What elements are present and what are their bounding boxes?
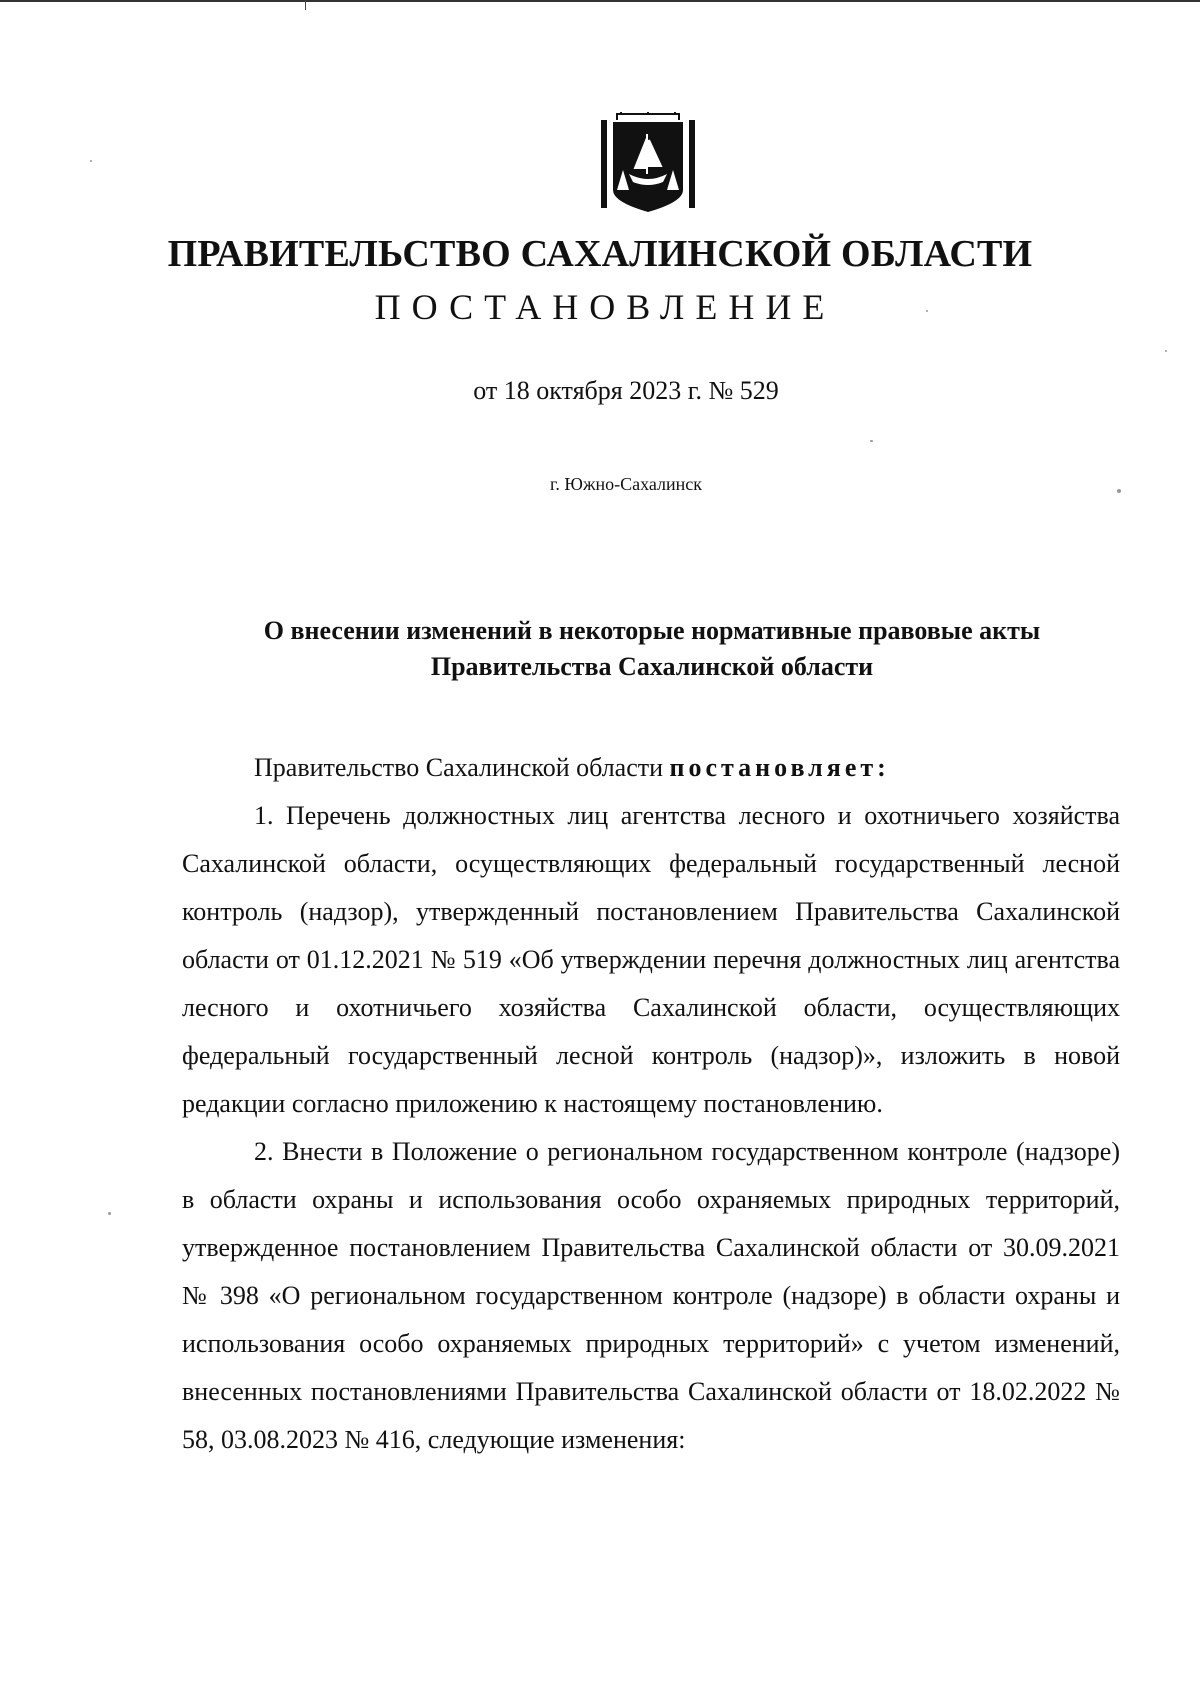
subject-line-2: Правительства Сахалинской области (430, 652, 874, 681)
scan-speck (90, 160, 92, 162)
scan-speck (108, 1212, 111, 1215)
scan-edge-line (0, 0, 1200, 2)
coat-of-arms-icon (599, 112, 697, 216)
document-subject (182, 613, 1122, 685)
resolution-intro (182, 744, 1120, 792)
scan-speck (870, 440, 873, 442)
scan-speck (1117, 489, 1121, 493)
resolves-keyword: постановляет: (669, 753, 890, 782)
paragraph-1: 1. Перечень должностных лиц агентства лесного и охотничьего хозяйства Сахалинской области, осуществляющих федеральный государственный лесной контроль (надзор), утвержденный постановлением Правительства Сахалинской области от 01.12.2021 № 519 «Об утверждении перечня должностных лиц агентства лесного и охотничьего хозяйства Сахалинской области, осуществляющих федеральный государственный лесной контроль (надзор)», изложить в новой редакции согласно приложению к настоящему постановлению. (182, 801, 1120, 1118)
scan-speck (1165, 350, 1167, 352)
scan-speck (926, 310, 928, 312)
document-body (182, 744, 1120, 1464)
government-title: ПРАВИТЕЛЬСТВО САХАЛИНСКОЙ ОБЛАСТИ (167, 233, 1033, 275)
city-name: г. Южно-Сахалинск (549, 474, 703, 494)
intro-text: Правительство Сахалинской области (254, 753, 670, 782)
date-and-number: от 18 октября 2023 г. № 529 (473, 376, 779, 405)
subject-line-1: О внесении изменений в некоторые нормативные правовые акты (263, 616, 1041, 645)
scan-edge-tick (305, 0, 306, 10)
document-type-title: ПОСТАНОВЛЕНИЕ (374, 287, 836, 327)
paragraph-2: 2. Внести в Положение о региональном государственном контроле (надзоре) в области охраны и использования особо охраняемых природных территорий, утвержденное постановлением Правительства Сахалинской области от 30.09.2021 № 398 «О региональном государственном контроле (надзоре) в области охраны и использования особо охраняемых природных территорий» с учетом изменений, внесенных постановлениями Правительства Сахалинской области от 18.02.2022 № 58, 03.08.2023 № 416, следующие изменения: (182, 1137, 1120, 1454)
